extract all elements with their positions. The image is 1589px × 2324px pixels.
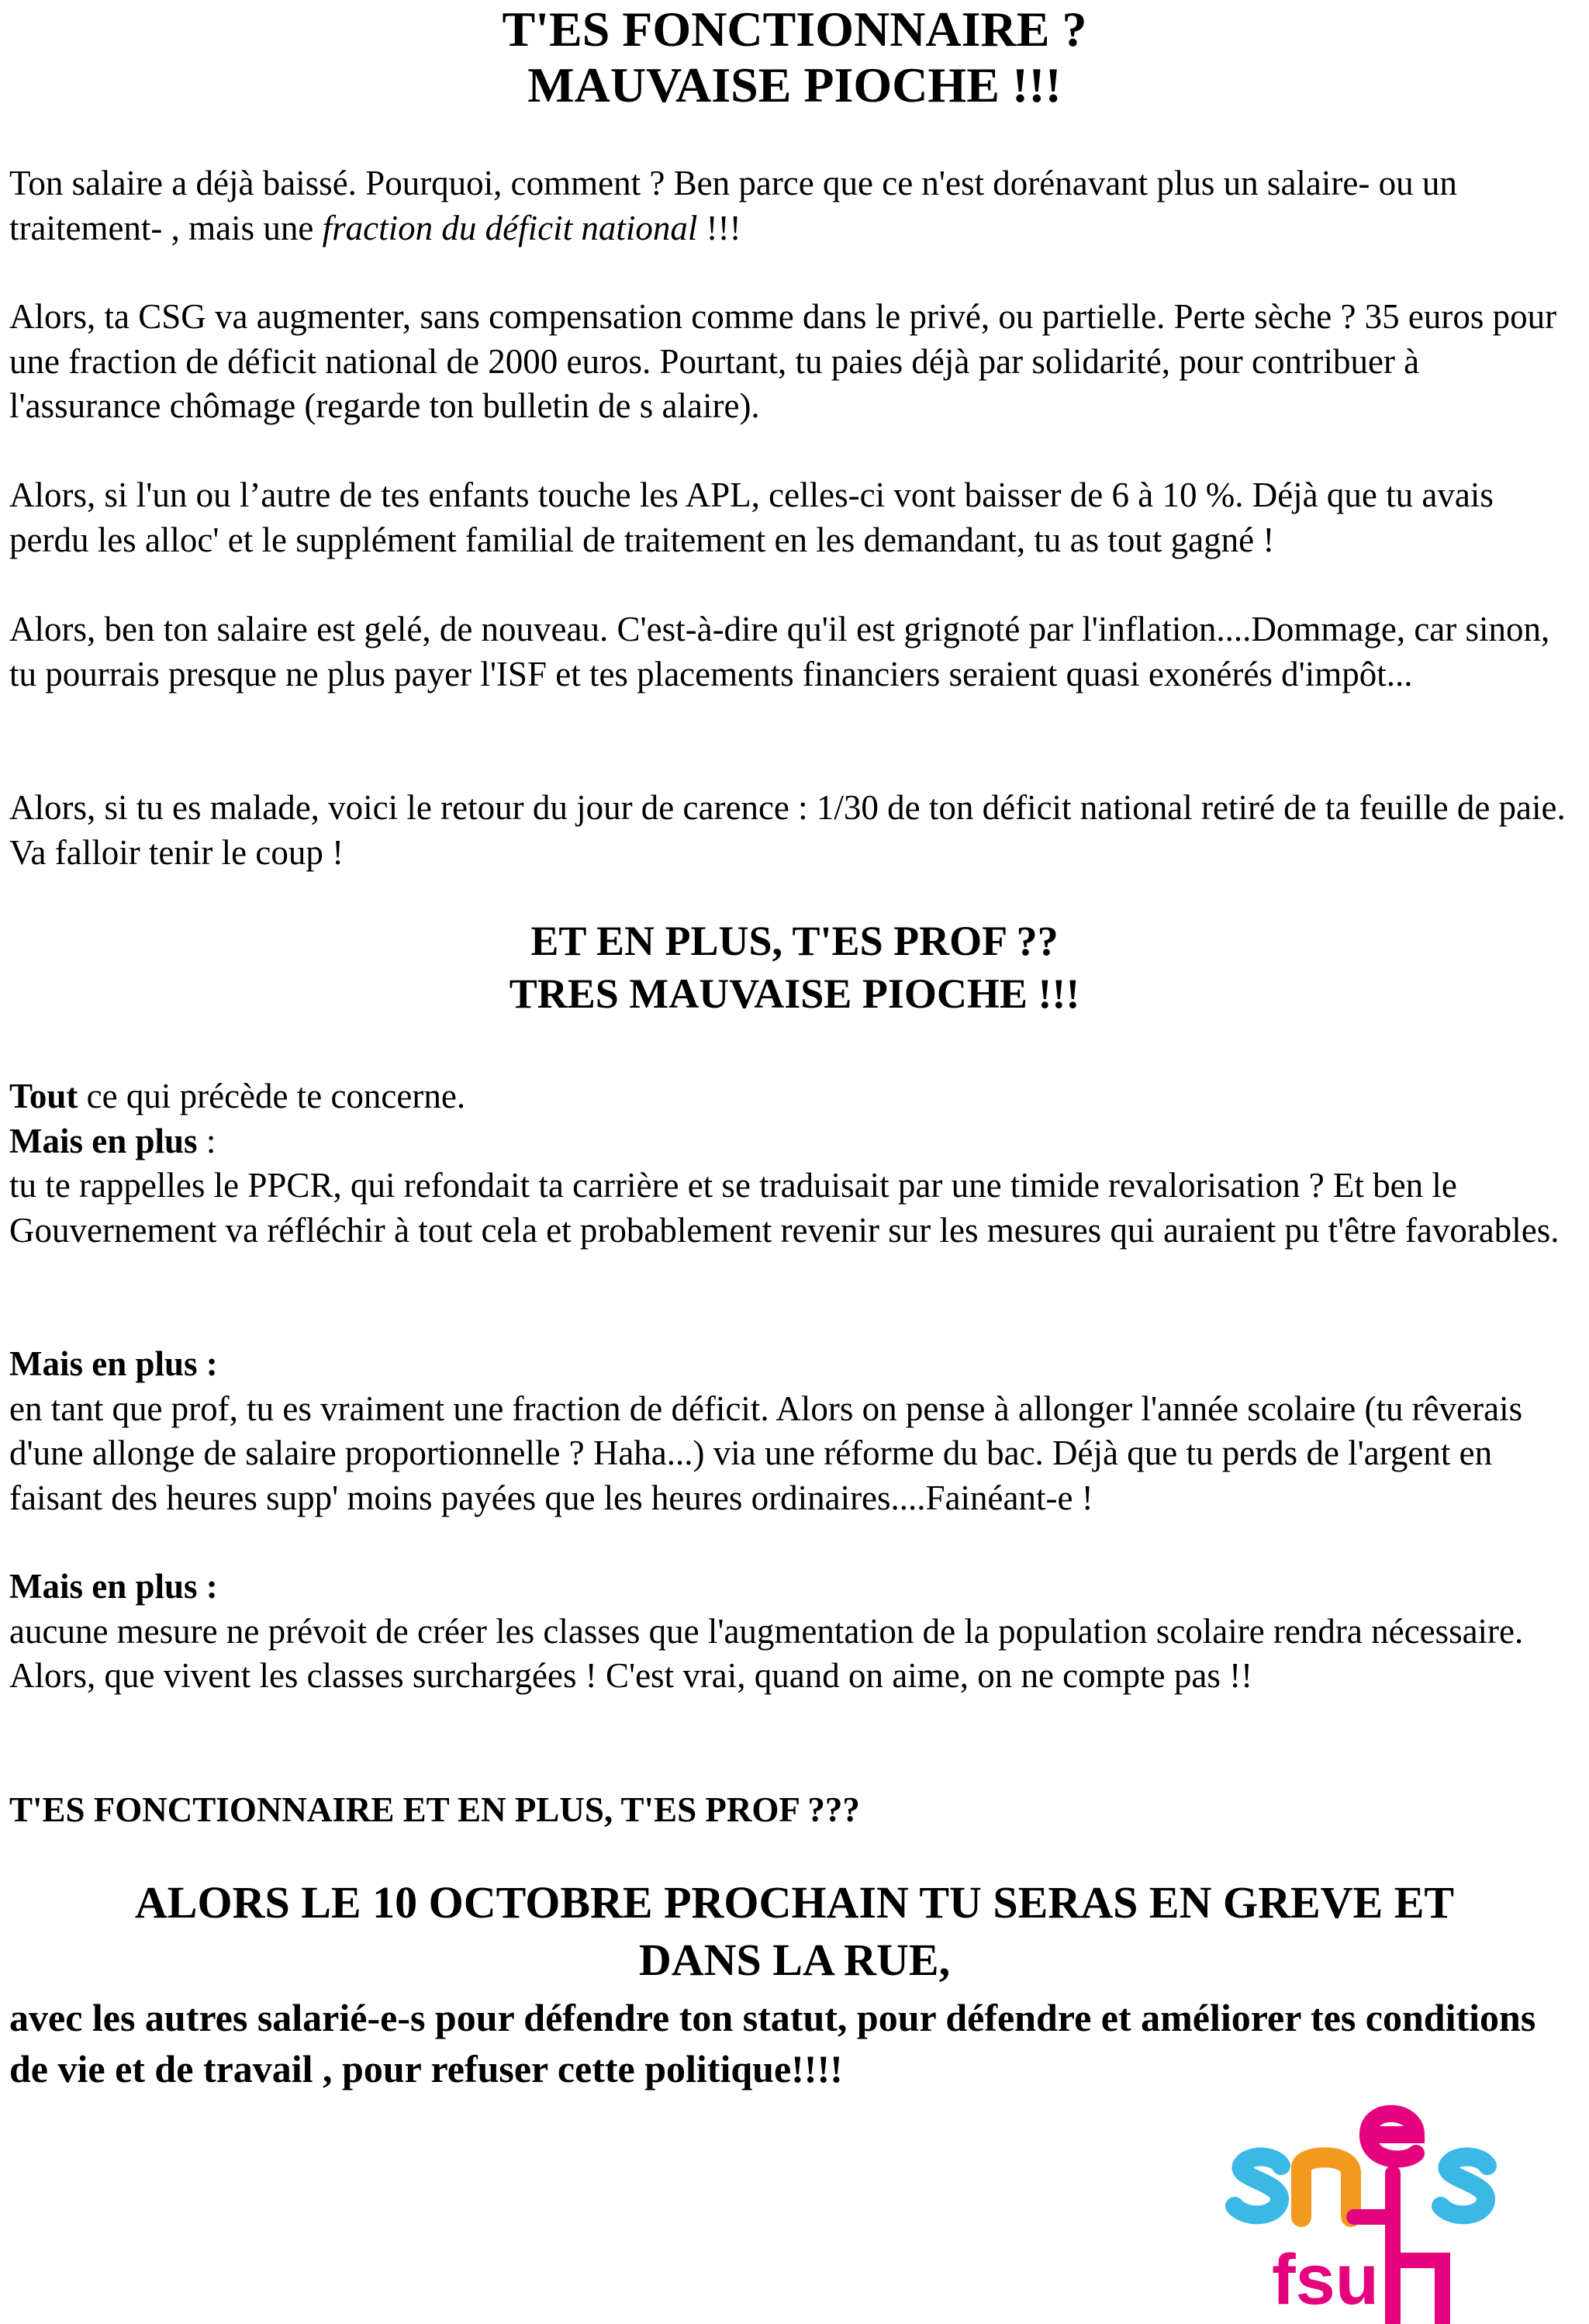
strike-call-details: avec les autres salarié-e-s pour défendre ton statut, pour défendre et améliorer tes conditions de vie et de travail , pour refuser cette politique!!!! [9, 1996, 1536, 2091]
section-ppcr-body: tu te rappelles le PPCR, qui refondait ta carrière et se traduisait par une timide revalorisation ? Et ben le Gouvernement va réfléchir à tout cela et probablement revenir sur les mesures qui auraient pu t'être favorables. [9, 1166, 1560, 1250]
strike-call-line-1: ALORS LE 10 OCTOBRE PROCHAIN TU SERAS EN GREVE ET [134, 1877, 1455, 1928]
logo-letter-e [1368, 2114, 1416, 2160]
paragraph-salary-text: Ton salaire a déjà baissé. Pourquoi, comment ? Ben parce que ce n'est dorénavant plus un salaire- ou un traitement- , mais une [9, 164, 1457, 247]
paragraph-salary-end: !!! [697, 208, 741, 247]
section-ppcr-label: Mais en plus [9, 1121, 198, 1160]
section-classes-label: Mais en plus : [9, 1567, 218, 1606]
section-school-year [9, 1342, 1576, 1520]
section-ppcr-intro: ce qui précède te concerne. [78, 1077, 466, 1115]
paragraph-salary [9, 161, 1576, 251]
paragraph-salary-emphasis: fraction du déficit national [322, 208, 698, 247]
snes-fsu-logo [1210, 2101, 1515, 2324]
section-ppcr-colon: : [197, 1121, 216, 1160]
section-school-year-body: en tant que prof, tu es vraiment une fraction de déficit. Alors on pense à allonger l'année scolaire (tu rêverais d'une allonge de salaire proportionnelle ? Haha...) via une réforme du bac. Déjà que tu perds de l'argent en faisant des heures supp' moins payées que les heures ordinaires....Fainéant-e ! [9, 1389, 1523, 1517]
paragraph-apl: Alors, si l'un ou l’autre de tes enfants touche les APL, celles-ci vont baisser de 6 à 10 %. Déjà que tu avais perdu les alloc' et le supplément familial de traitement en les demandant, tu as tout gagné ! [9, 476, 1494, 559]
section-school-year-label: Mais en plus : [9, 1344, 218, 1383]
main-title-line-2: MAUVAISE PIOCHE !!! [527, 57, 1062, 112]
paragraph-csg: Alors, ta CSG va augmenter, sans compensation comme dans le privé, ou partielle. Perte sèche ? 35 euros pour une fraction de déficit national de 2000 euros. Pourtant, tu paies déjà par solidarité, pour contribuer à l'assurance chômage (regarde ton bulletin de s alaire). [9, 297, 1557, 425]
second-title-line-2: TRES MAUVAISE PIOCHE !!! [509, 970, 1080, 1017]
logo-fsu-text: fsu [1272, 2240, 1379, 2319]
section-ppcr-bold: Tout [9, 1077, 78, 1115]
main-title-line-1: T'ES FONCTIONNAIRE ? [502, 2, 1087, 57]
section-classes [9, 1565, 1576, 1699]
strike-call-line-2: DANS LA RUE, [638, 1935, 951, 1985]
paragraph-salary-frozen: Alors, ben ton salaire est gelé, de nouveau. C'est-à-dire qu'il est grignoté par l'inflation....Dommage, car sinon, tu pourrais presque ne plus payer l'ISF et tes placements financiers seraient quasi exonérés d'impôt... [9, 610, 1550, 693]
second-title-line-1: ET EN PLUS, T'ES PROF ?? [530, 918, 1059, 964]
section-ppcr [9, 1074, 1576, 1253]
paragraph-sick-day: Alors, si tu es malade, voici le retour du jour de carence : 1/30 de ton déficit national retiré de ta feuille de paie. Va falloir tenir le coup ! [9, 788, 1566, 872]
section-classes-body: aucune mesure ne prévoit de créer les classes que l'augmentation de la population scolaire rendra nécessaire. Alors, que vivent les classes surchargées ! C'est vrai, quand on aime, on ne compte pas !! [9, 1611, 1524, 1695]
recap-question: T'ES FONCTIONNAIRE ET EN PLUS, T'ES PROF ??? [9, 1790, 860, 1829]
